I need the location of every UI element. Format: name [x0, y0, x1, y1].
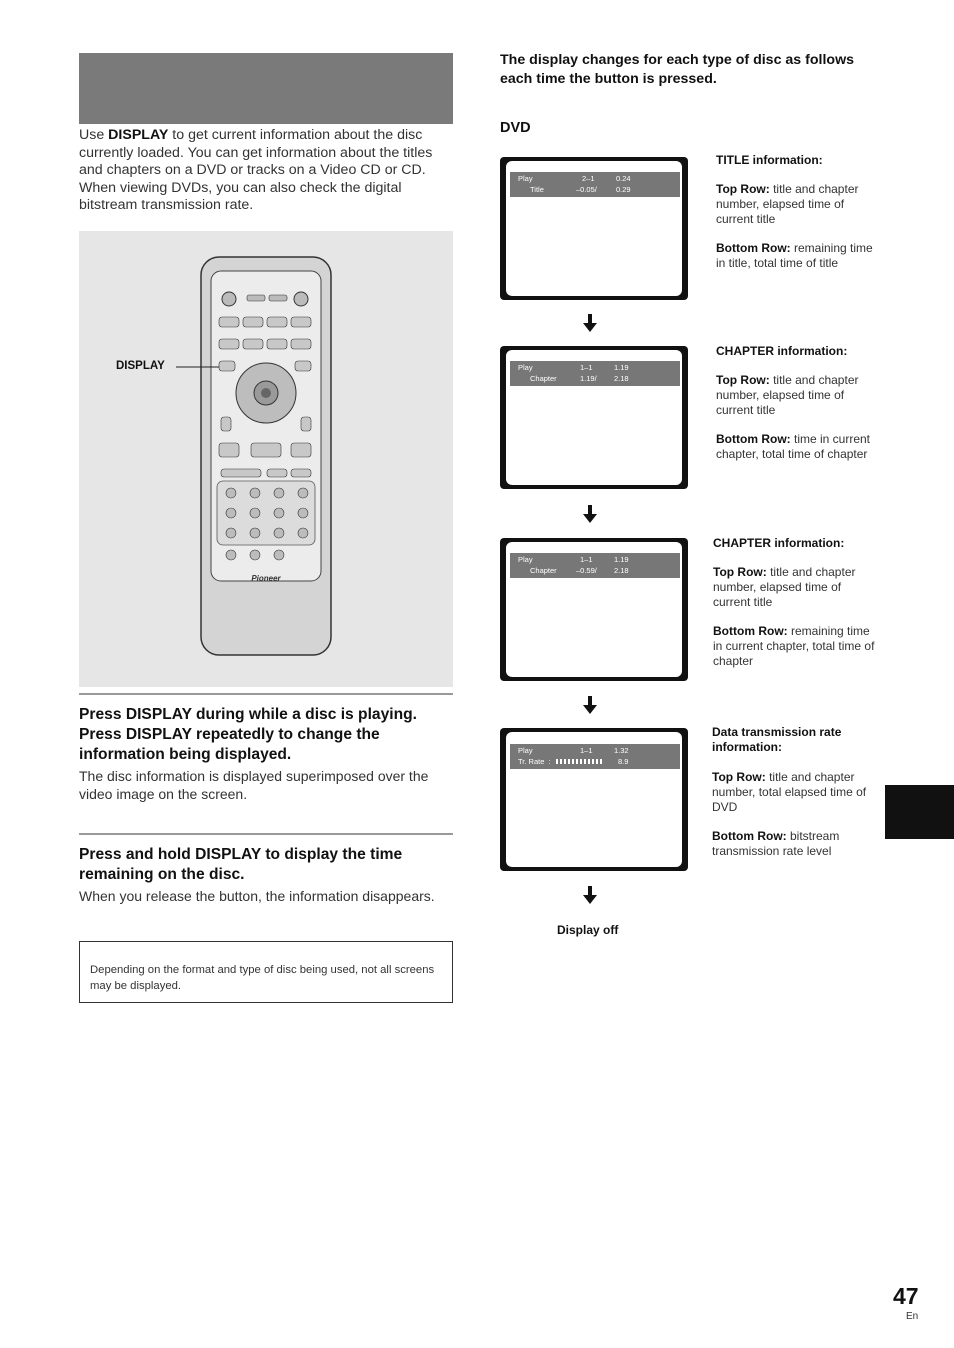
remote-control-illustration: [79, 231, 453, 687]
svg-text:Pioneer: Pioneer: [251, 574, 281, 583]
down-arrow-icon: [583, 886, 597, 904]
note-text: Depending on the format and type of disc being used, not all screens may be displayed.: [90, 964, 435, 992]
osd-bar: Play 1–1 1.32 Tr. Rate : 8.9: [510, 744, 680, 769]
down-arrow-icon: [583, 505, 597, 523]
info-chapter-remaining: CHAPTER information: Top Row: title and chapter number, elapsed time of current title Bottom Row: remaining time in current chapter, total time of chapter: [713, 536, 875, 668]
language-code: En: [906, 1311, 919, 1322]
dvd-label: DVD: [500, 120, 531, 136]
osd-bar: Play 1–1 1.19 Chapter 1.19/ 2.18: [510, 361, 680, 386]
step2-heading: Press and hold DISPLAY to display the time remaining on the disc.: [79, 846, 403, 883]
info-chapter: CHAPTER information: Top Row: title and chapter number, elapsed time of current title Bottom Row: time in current chapter, total time of chapter: [716, 344, 871, 461]
tv-screen-chapter: [500, 346, 688, 489]
info-title: TITLE information: Top Row: title and chapter number, elapsed time of current title Bottom Row: remaining time in title, total time of title: [716, 153, 873, 270]
tv-screen-chapter-remaining: [500, 538, 688, 681]
step2-body: When you release the button, the information disappears.: [79, 888, 435, 904]
down-arrow-icon: [583, 314, 597, 332]
chapter-tab: [885, 785, 954, 839]
osd-bar: Play 2–1 0.24 Title –0.05/ 0.29: [510, 172, 680, 197]
display-callout-label: DISPLAY: [116, 360, 165, 372]
tv-screen-rate: [500, 728, 688, 871]
step1-heading: Press DISPLAY during while a disc is playing. Press DISPLAY repeatedly to change the information being displayed.: [79, 706, 417, 763]
section-title-banner: [79, 53, 453, 124]
display-off-label: Display off: [557, 923, 619, 937]
down-arrow-icon: [583, 696, 597, 714]
display-button: [219, 361, 235, 371]
page-number: 47: [893, 1283, 919, 1309]
info-rate: Data transmission rate information: Top Row: title and chapter number, total elapsed time of DVD Bottom Row: bitstream transmission rate level: [712, 725, 867, 858]
step1-body: The disc information is displayed superimposed over the video image on the screen.: [79, 768, 429, 802]
divider: [79, 833, 453, 835]
right-heading: The display changes for each type of disc as follows each time the button is pressed.: [500, 52, 854, 87]
osd-bar: Play 1–1 1.19 Chapter –0.59/ 2.18: [510, 553, 680, 578]
divider: [79, 693, 453, 695]
rate-level-meter: [556, 759, 604, 764]
note-box: [79, 941, 453, 1003]
intro-paragraph: Use DISPLAY to get current information about the disc currently loaded. You can get information about the titles and chapters on a DVD or tracks on a Video CD or CD. When viewing DVDs, you can also check the digital bitstream transmission rate.: [79, 127, 433, 214]
tv-screen-title: [500, 157, 688, 300]
